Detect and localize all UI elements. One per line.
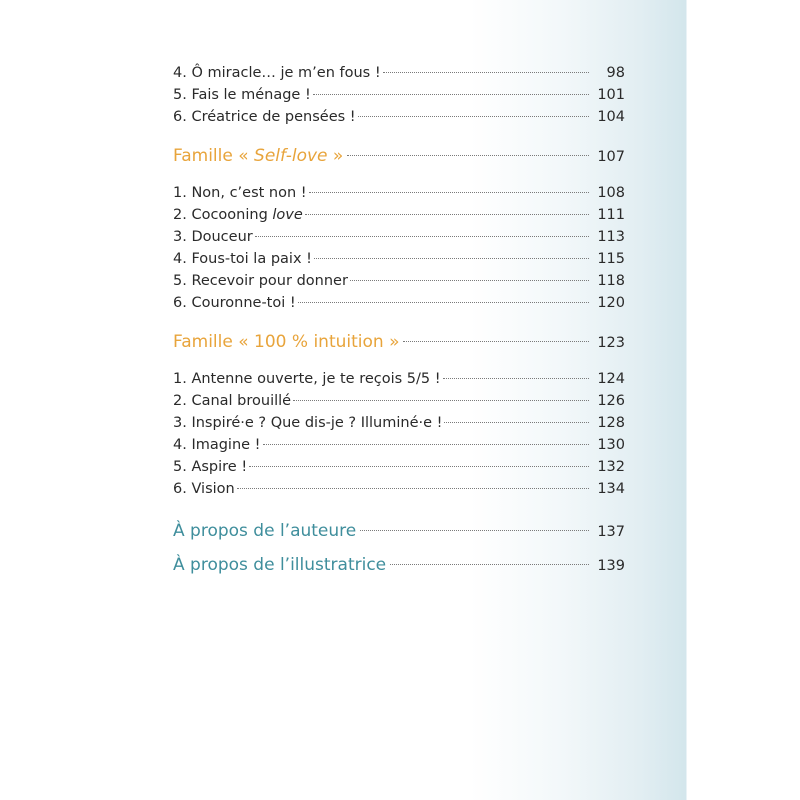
toc-entry-page: 126 bbox=[597, 393, 625, 409]
toc-entry-label: 3. Douceur bbox=[173, 229, 253, 245]
toc-entry bbox=[173, 434, 625, 456]
section-heading-label: À propos de l’auteure bbox=[173, 521, 357, 541]
heading-prefix: Famille « bbox=[173, 146, 255, 166]
toc-entry-page: 128 bbox=[597, 415, 625, 431]
toc-entry-label: 4. Fous-toi la paix ! bbox=[173, 251, 312, 267]
toc-entry-label: 6. Couronne-toi ! bbox=[173, 295, 296, 311]
toc-entry-page: 111 bbox=[597, 207, 625, 223]
section-heading-self-love bbox=[173, 142, 625, 170]
section-page: 123 bbox=[597, 335, 625, 351]
section-page: 139 bbox=[597, 558, 625, 574]
dot-leader bbox=[360, 530, 589, 531]
dot-leader bbox=[314, 258, 589, 259]
toc-entry bbox=[173, 248, 625, 270]
toc-entry bbox=[173, 412, 625, 434]
section-heading-about-illustrator bbox=[173, 551, 625, 579]
toc-entry-label: 6. Vision bbox=[173, 481, 235, 497]
heading-suffix: » bbox=[327, 146, 344, 166]
toc-entry-label bbox=[173, 204, 303, 226]
section-heading-label: À propos de l’illustratrice bbox=[173, 555, 387, 575]
toc-entry-page: 104 bbox=[597, 109, 625, 125]
toc-entry bbox=[173, 106, 625, 128]
section-heading-label bbox=[173, 142, 343, 170]
toc-entry bbox=[173, 456, 625, 478]
toc-entry-label: 2. Canal brouillé bbox=[173, 393, 292, 409]
toc-entry-page: 124 bbox=[597, 371, 625, 387]
toc-entry-page: 134 bbox=[597, 481, 625, 497]
dot-leader bbox=[383, 72, 589, 73]
section-page: 107 bbox=[597, 149, 625, 165]
dot-leader bbox=[237, 488, 589, 489]
section-heading-about-author bbox=[173, 517, 625, 545]
toc-entry-label: 5. Fais le ménage ! bbox=[173, 87, 311, 103]
section-heading-intuition bbox=[173, 328, 625, 356]
dot-leader bbox=[298, 302, 589, 303]
table-of-contents bbox=[173, 62, 625, 579]
toc-entry bbox=[173, 84, 625, 106]
toc-entry-label: 4. Imagine ! bbox=[173, 437, 261, 453]
toc-entry-page: 132 bbox=[597, 459, 625, 475]
label-emphasis: love bbox=[272, 207, 303, 223]
toc-entry-page: 108 bbox=[597, 185, 625, 201]
dot-leader bbox=[390, 564, 589, 565]
toc-entry-label: 3. Inspiré·e ? Que dis-je ? Illuminé·e ! bbox=[173, 415, 443, 431]
toc-entry-page: 101 bbox=[597, 87, 625, 103]
section-heading-label: Famille « 100 % intuition » bbox=[173, 332, 400, 352]
label-prefix: 2. Cocooning bbox=[173, 207, 273, 223]
toc-entry-label: 5. Aspire ! bbox=[173, 459, 248, 475]
dot-leader bbox=[350, 280, 589, 281]
toc-entry-label: 6. Créatrice de pensées ! bbox=[173, 109, 356, 125]
dot-leader bbox=[255, 236, 589, 237]
dot-leader bbox=[313, 94, 589, 95]
dot-leader bbox=[305, 214, 589, 215]
dot-leader bbox=[309, 192, 589, 193]
toc-entry-label: 1. Non, c’est non ! bbox=[173, 185, 307, 201]
toc-entry-label: 1. Antenne ouverte, je te reçois 5/5 ! bbox=[173, 371, 441, 387]
dot-leader bbox=[249, 466, 589, 467]
toc-entry-label: 4. Ô miracle… je m’en fous ! bbox=[173, 65, 381, 81]
toc-entry-page: 113 bbox=[597, 229, 625, 245]
dot-leader bbox=[443, 378, 589, 379]
section-page: 137 bbox=[597, 524, 625, 540]
heading-emphasis: Self-love bbox=[254, 146, 328, 166]
toc-entry bbox=[173, 368, 625, 390]
toc-entry-page: 118 bbox=[597, 273, 625, 289]
toc-entry bbox=[173, 226, 625, 248]
dot-leader bbox=[263, 444, 590, 445]
dot-leader bbox=[293, 400, 589, 401]
toc-entry bbox=[173, 204, 625, 226]
toc-entry-label: 5. Recevoir pour donner bbox=[173, 273, 348, 289]
toc-entry bbox=[173, 182, 625, 204]
toc-entry bbox=[173, 62, 625, 84]
toc-entry bbox=[173, 478, 625, 500]
toc-entry bbox=[173, 270, 625, 292]
toc-entry-page: 130 bbox=[597, 437, 625, 453]
toc-entry-page: 120 bbox=[597, 295, 625, 311]
dot-leader bbox=[444, 422, 589, 423]
dot-leader bbox=[358, 116, 589, 117]
dot-leader bbox=[347, 155, 589, 156]
dot-leader bbox=[403, 341, 589, 342]
toc-entry-page: 98 bbox=[606, 65, 625, 81]
toc-entry bbox=[173, 390, 625, 412]
toc-entry bbox=[173, 292, 625, 314]
toc-entry-page: 115 bbox=[597, 251, 625, 267]
